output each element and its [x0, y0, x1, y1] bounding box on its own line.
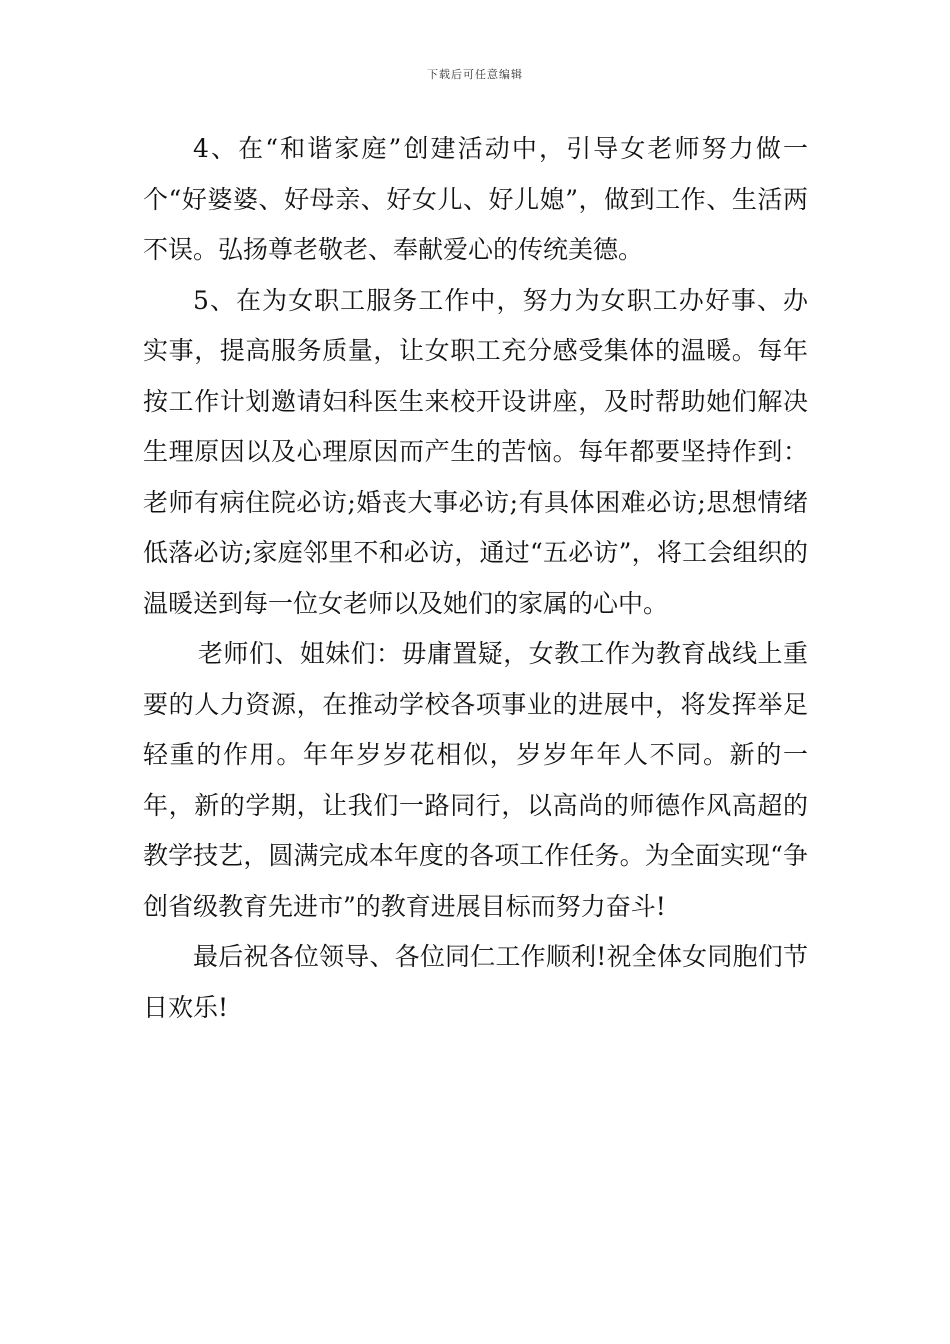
document-body [143, 124, 808, 1033]
paragraph-teachers-address: 老师们、姐妹们：毋庸置疑，女教工作为教育战线上重要的人力资源，在推动学校各项事业的进展中，将发挥举足轻重的作用。年年岁岁花相似，岁岁年年人不同。新的一年，新的学期，让我们一路同行，以高尚的师德作风高超的教学技艺，圆满完成本年度的各项工作任务。为全面实现“争创省级教育先进市”的教育进展目标而努力奋斗! [143, 639, 808, 921]
paragraph-harmonious-family: 4、在“和谐家庭”创建活动中，引导女老师努力做一个“好婆婆、好母亲、好女儿、好儿媳”，做到工作、生活两不误。弘扬尊老敬老、奉献爱心的传统美德。 [143, 134, 808, 264]
paragraph-staff-service: 5、在为女职工服务工作中，努力为女职工办好事、办实事，提高服务质量，让女职工充分感受集体的温暖。每年按工作计划邀请妇科医生来校开设讲座，及时帮助她们解决生理原因以及心理原因而产生的苦恼。每年都要坚持作到：老师有病住院必访;婚丧大事必访;有具体困难必访;思想情绪低落必访;家庭邻里不和必访，通过“五必访”，将工会组织的温暖送到每一位女老师以及她们的家属的心中。 [143, 285, 808, 618]
paragraph-closing-wishes: 最后祝各位领导、各位同仁工作顺利!祝全体女同胞们节日欢乐! [143, 942, 808, 1022]
page-header-note: 下载后可任意编辑 [427, 68, 523, 81]
